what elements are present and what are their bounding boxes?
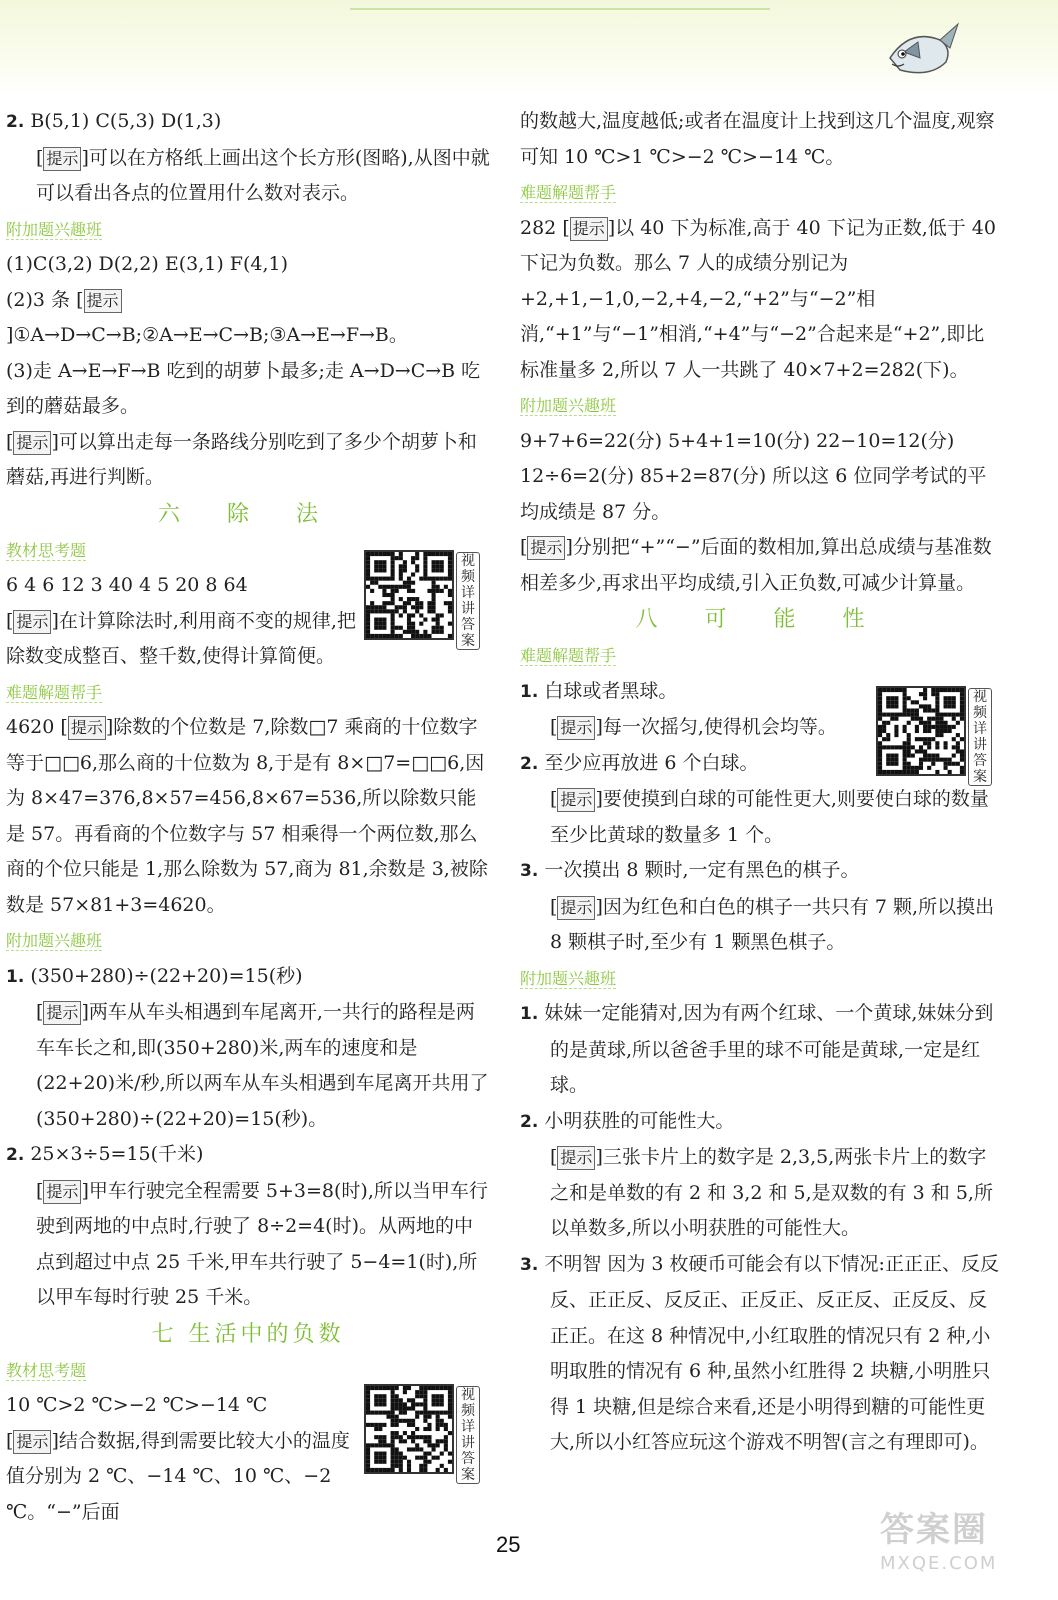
tip-label: 提示: [43, 1180, 81, 1204]
section-title: [6, 923, 490, 959]
section-title: [520, 175, 1000, 211]
question-number: 2.: [520, 753, 539, 774]
question-number: 1.: [6, 966, 25, 987]
answer-line: 6 4 6 12 3 40 4 5 20 8 64: [6, 574, 248, 596]
tip-text: 结合数据,得到需要比较大小的温度值分别为 2 ℃、−14 ℃、10 ℃、−2 ℃。“−”后面: [6, 1429, 350, 1523]
answer-text: 4620: [6, 716, 61, 738]
answer-text: (350+280)÷(22+20)=15(秒): [30, 964, 303, 987]
qr-pattern: [366, 1386, 452, 1472]
tip-label: 提示: [13, 1430, 51, 1454]
q2-number: 2.: [6, 112, 25, 132]
cartoon-fish-icon: [880, 18, 960, 88]
section-title-text: 附加题兴趣班: [6, 219, 103, 239]
tip-label: 提示: [557, 716, 595, 740]
chapter-title: 七 生活中的负数: [151, 1321, 345, 1347]
question-number: 2.: [6, 1145, 25, 1165]
qr-code[interactable]: [876, 686, 966, 776]
tip-paragraph: [ 提示 ]因为红色和白色的棋子一共只有 7 颗,所以摸出 8 颗棋子时,至少有 1 颗黑色棋子。: [550, 895, 995, 953]
answer-text: 白球或者黑球。: [544, 679, 678, 702]
answer-text: 至少应再放进 6 个白球。: [544, 751, 759, 774]
section-title-text: 难题解题帮手: [520, 183, 617, 202]
answer-paragraph: [520, 996, 1000, 1104]
answer-line: 12÷6=2(分) 85+2=87(分) 所以这 6 位同学考试的平均成绩是 87 分。: [520, 465, 987, 523]
tip-text: 三张卡片上的数字是 2,3,5,两张卡片上的数字之和是单数的有 2 和 3,2 和 5,是双数的有 3 和 5,所以单数多,所以小明获胜的可能性大。: [550, 1146, 993, 1239]
left-column: [6, 104, 490, 1530]
tip-label: 提示: [84, 289, 122, 313]
qr-wrapped-text: [520, 674, 870, 746]
answer-line: 9+7+6=22(分) 5+4+1=10(分) 22−10=12(分): [520, 429, 955, 452]
section-title: [520, 638, 1000, 674]
qr-code[interactable]: [364, 1384, 454, 1474]
tip-paragraph: [ 提示 ]两车从车头相遇到车尾离开,一共行的路程是两车车长之和,即(350+280)米,两车的速度和是(22+20)米/秒,所以两车从车头相遇到车尾离开共用了(350+280)÷(22+20)=15(秒)。: [36, 1001, 489, 1130]
tip-paragraph: [ 提示 ]结合数据,得到需要比较大小的温度值分别为 2 ℃、−14 ℃、10 ℃、−2 ℃。“−”后面: [6, 1429, 350, 1523]
section-title-text: 难题解题帮手: [520, 646, 617, 665]
tip-text: 两车从车头相遇到车尾离开,一共行的路程是两车车长之和,即(350+280)米,两车的速度和是(22+20)米/秒,所以两车从车头相遇到车尾离开共用了(350+280)÷(22+20)=15(秒)。: [36, 1001, 489, 1130]
tip-text: 可以在方格纸上画出这个长方形(图略),从图中就可以看出各点的位置用什么数对表示。: [36, 146, 490, 204]
tip-text: 每一次摇匀,使得机会均等。: [602, 716, 837, 738]
qr-pattern: [366, 552, 452, 638]
answer-text: 小明获胜的可能性大。: [544, 1109, 735, 1132]
tip-paragraph: [ 提示 ]每一次摇匀,使得机会均等。: [550, 716, 837, 738]
watermark: [880, 1508, 1030, 1588]
qr-label: 视频详讲答案: [968, 688, 992, 786]
question-number: 1.: [520, 1004, 539, 1024]
answer-text: 妹妹一定能猜对,因为有两个红球、一个黄球,妹妹分到的是黄球,所以爸爸手里的球不可能是黄球,一定是红球。: [544, 1002, 994, 1096]
tip-paragraph: [ 提示 ]在计算除法时,利用商不变的规律,把除数变成整百、整千数,使得计算简便。: [6, 609, 356, 667]
answer-line: 10 ℃>2 ℃>−2 ℃>−14 ℃: [6, 1394, 268, 1416]
answer-line: [520, 853, 1000, 890]
right-column: [520, 104, 1000, 1461]
header-rule: [350, 8, 770, 10]
tip-paragraph: [ 提示 ]甲车行驶完全程需要 5+3=8(时),所以当甲车行驶到两地的中点时,行驶了 8÷2=4(时)。从两地的中点到超过中点 25 千米,甲车共行驶了 5−4=1(时),所以甲车每时行驶 25 千米。: [36, 1179, 488, 1308]
answer-line: (1)C(3,2) D(2,2) E(3,1) F(4,1): [6, 253, 289, 275]
section-title-text: 教材思考题: [6, 540, 87, 560]
question-number: 3.: [520, 861, 539, 881]
answer-line: [520, 674, 870, 711]
tip-label: 提示: [68, 716, 106, 740]
tip-label: 提示: [557, 1146, 595, 1170]
tip-paragraph: [ 提示 ]要使摸到白球的可能性更大,则要使白球的数量至少比黄球的数量多 1 个。: [550, 788, 989, 846]
answer-text: 282: [520, 216, 563, 239]
qr-label: 视频详讲答案: [456, 1386, 480, 1484]
tip-text: 因为红色和白色的棋子一共只有 7 颗,所以摸出 8 颗棋子时,至少有 1 颗黑色棋子。: [550, 895, 995, 953]
tip-label: 提示: [13, 610, 51, 634]
watermark-url: MXQE.COM: [880, 1553, 998, 1574]
chapter-title: 六 除 法: [158, 501, 338, 527]
section-title-text: 附加题兴趣班: [520, 396, 617, 415]
tip-text: 除数的个位数是 7,除数□7 乘商的十位数字等于□□6,那么商的十位数为 8,于是有 8×□7=□□6,因为 8×47=376,8×57=456,8×67=536,所以除数只能是 57。再看商的个位数字与 57 相乘得一个两位数,那么商的个位只能是 1,那么除数为 57,商为 81,余数是 3,被除数是 57×81+3=4620。: [6, 716, 488, 916]
answer-text: (2)3 条: [6, 288, 77, 311]
question-number: 2.: [520, 1111, 539, 1132]
q2-answer: B(5,1) C(5,3) D(1,3): [30, 110, 222, 132]
section-title: [6, 212, 490, 248]
tip-paragraph: [ 提示 ]可以算出走每一条路线分别吃到了多少个胡萝卜和蘑菇,再进行判断。: [6, 430, 477, 488]
q2-line: [6, 104, 490, 141]
q2-tip: [ 提示 ]可以在方格纸上画出这个长方形(图略),从图中就可以看出各点的位置用什么数对表示。: [36, 146, 490, 204]
tip-label: 提示: [527, 536, 565, 560]
answer-line: [6, 1137, 490, 1174]
section-title: [520, 388, 1000, 424]
tip-text: 甲车行驶完全程需要 5+3=8(时),所以当甲车行驶到两地的中点时,行驶了 8÷2=4(时)。从两地的中点到超过中点 25 千米,甲车共行驶了 5−4=1(时),所以甲车每时行驶 25 千米。: [36, 1179, 488, 1308]
answer-paragraph: 4620 [ 提示 ]除数的个位数是 7,除数□7 乘商的十位数字等于□□6,那么商的十位数为 8,于是有 8×□7=□□6,因为 8×47=376,8×57=456,8×67=536,所以除数只能是 57。再看商的个位数字与 57 相乘得一个两位数,那么商的个位只能是 1,那么除数为 57,商为 81,余数是 3,被除数是 57×81+3=4620。: [6, 716, 488, 916]
tip-text: 可以算出走每一条路线分别吃到了多少个胡萝卜和蘑菇,再进行判断。: [6, 430, 477, 488]
question-number: 1.: [520, 681, 539, 702]
answer-text: 25×3÷5=15(千米): [30, 1143, 204, 1165]
answer-paragraph: [520, 1247, 1000, 1461]
answer-line: (3)走 A→E→F→B 吃到的胡萝卜最多;走 A→D→C→B 吃到的蘑菇最多。: [6, 359, 481, 417]
tip-paragraph: [ 提示 ]三张卡片上的数字是 2,3,5,两张卡片上的数字之和是单数的有 2 和 3,2 和 5,是双数的有 3 和 5,所以单数多,所以小明获胜的可能性大。: [550, 1146, 993, 1239]
answer-line: [520, 1104, 1000, 1141]
answer-line: (2)3 条 [ 提示]①A→D→C→B;②A→E→C→B;③A→E→F→B。: [6, 288, 408, 346]
page-number: 25: [496, 1532, 521, 1557]
continued-paragraph: 的数越大,温度越低;或者在温度计上找到这几个温度,观察可知 10 ℃>1 ℃>−2 ℃>−14 ℃。: [520, 110, 995, 168]
watermark-title: 答案圈: [880, 1510, 988, 1550]
tip-label: 提示: [43, 1001, 81, 1025]
section-title-text: 难题解题帮手: [6, 682, 103, 702]
qr-wrapped-text: [6, 568, 356, 675]
tip-text: ①A→D→C→B;②A→E→C→B;③A→E→F→B。: [13, 324, 408, 346]
section-title: [6, 675, 490, 711]
section-title-text: 教材思考题: [6, 1360, 87, 1380]
tip-text: 以 40 下为标准,高于 40 下记为正数,低于 40 下记为负数。那么 7 人的成绩分别记为+2,+1,−1,0,−2,+4,−2,“+2”与“−2”相消,“+1”与“−1”相消,“+4”与“−2”合起来是“+2”,即比标准量多 2,所以 7 人一共跳了 40×7+2=282(下)。: [520, 216, 996, 381]
tip-text: 分别把“+”“−”后面的数相加,算出总成绩与基准数相差多少,再求出平均成绩,引入正负数,可减少计算量。: [520, 536, 992, 594]
section-title: [6, 1353, 490, 1389]
qr-code[interactable]: [364, 550, 454, 640]
section-title-text: 附加题兴趣班: [6, 931, 103, 950]
tip-label: 提示: [43, 147, 81, 171]
qr-label: 视频详讲答案: [456, 552, 480, 650]
answer-text: 不明智 因为 3 枚硬币可能会有以下情况:正正正、反反反、正正反、反反正、正反正、反正反、正反反、反正正。在这 8 种情况中,小红取胜的情况只有 2 种,小明取胜的情况有 6 种,虽然小红胜得 2 块糖,小明胜只得 1 块糖,但是综合来看,还是小明得到糖的可能性更大,所以小红答应玩这个游戏不明智(言之有理即可)。: [544, 1252, 999, 1453]
answer-text: 一次摸出 8 颗时,一定有黑色的棋子。: [544, 859, 860, 881]
answer-line: [6, 959, 490, 996]
qr-pattern: [878, 688, 964, 774]
question-number: 3.: [520, 1254, 539, 1275]
chapter-title: 八 可 能 性: [635, 607, 885, 632]
tip-text: 在计算除法时,利用商不变的规律,把除数变成整百、整千数,使得计算简便。: [6, 609, 356, 667]
tip-text: 要使摸到白球的可能性更大,则要使白球的数量至少比黄球的数量多 1 个。: [550, 788, 989, 846]
tip-label: 提示: [570, 217, 608, 241]
qr-wrapped-text: [6, 1388, 356, 1530]
tip-label: 提示: [557, 896, 595, 920]
tip-paragraph: [ 提示 ]分别把“+”“−”后面的数相加,算出总成绩与基准数相差多少,再求出平均成绩,引入正负数,可减少计算量。: [520, 536, 992, 594]
section-title: [520, 961, 1000, 997]
tip-label: 提示: [557, 788, 595, 812]
section-title-text: 附加题兴趣班: [520, 968, 617, 988]
answer-paragraph: 282 [ 提示 ]以 40 下为标准,高于 40 下记为正数,低于 40 下记为负数。那么 7 人的成绩分别记为+2,+1,−1,0,−2,+4,−2,“+2”与“−2”相消,“+1”与“−1”相消,“+4”与“−2”合起来是“+2”,即比标准量多 2,所以 7 人一共跳了 40×7+2=282(下)。: [520, 216, 996, 381]
tip-label: 提示: [13, 431, 51, 455]
